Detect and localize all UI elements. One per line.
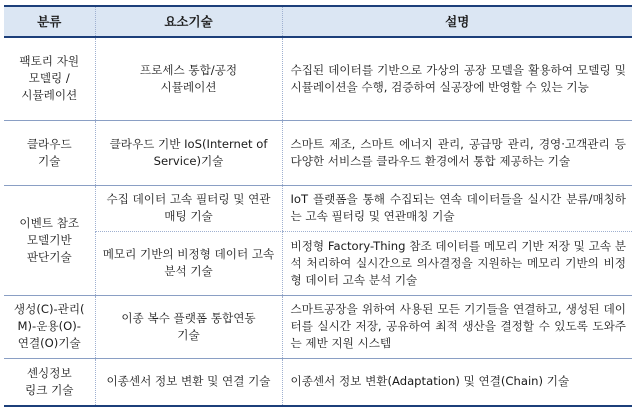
row-description: 이종센서 정보 변환(Adaptation) 및 연결(Chain) 기술 (282, 358, 632, 406)
row-category: 생성(C)-관리( M)-운용(O)- 연결(O)기술 (4, 295, 95, 358)
row-element: 수집 데이터 고속 필터링 및 연관매팅 기술 (95, 185, 282, 231)
table-row (4, 120, 632, 185)
header-element: 요소기술 (95, 6, 282, 37)
row-category: 이벤트 참조 모델기반 판단기술 (4, 185, 95, 295)
row-category: 센싱정보 링크 기술 (4, 358, 95, 406)
row-element: 이종 복수 플랫폼 통합연동 기술 (95, 295, 282, 358)
row-element: 클라우드 기반 IoS(Internet of Service)기술 (95, 120, 282, 185)
row-description: 스마트 제조, 스마트 에너지 관리, 공급망 관리, 경영·고객관리 등 다양한 서비스를 클라우드 환경에서 통합 제공하는 기술 (282, 120, 632, 185)
table-row (4, 358, 632, 406)
row-category: 클라우드 기술 (4, 120, 95, 185)
row-description: 스마트공장을 위하여 사용된 모든 기기들을 연결하고, 생성된 데이터를 실시간 저장, 공유하여 최적 생산을 결정할 수 있도록 도와주는 제반 지원 시스템 (282, 295, 632, 358)
table-header-row (4, 6, 632, 37)
row-element: 이종센서 정보 변환 및 연결 기술 (95, 358, 282, 406)
row-element: 메모리 기반의 비정형 데이터 고속 분석 기술 (95, 231, 282, 295)
row-description: IoT 플랫폼을 통해 수집되는 연속 데이터들을 실시간 분류/매칭하는 고속 필터링 및 연관매칭 기술 (282, 185, 632, 231)
header-description: 설명 (282, 6, 632, 37)
header-category: 분류 (4, 6, 95, 37)
table-row (4, 185, 632, 231)
table-row (4, 295, 632, 358)
row-description: 비정형 Factory-Thing 참조 데이터를 메모리 기반 저장 및 고속 분석 처리하여 실시간으로 의사결정을 지원하는 메모리 기반의 비정형 데이터 고속 분석 기술 (282, 231, 632, 295)
tech-table (4, 5, 632, 407)
table-row (4, 37, 632, 120)
row-category: 팩토리 자원 모델링 / 시뮬레이션 (4, 37, 95, 120)
row-description: 수집된 데이터를 기반으로 가상의 공장 모델을 활용하여 모델링 및 시뮬레이션을 수행, 검증하여 실공장에 반영할 수 있는 기능 (282, 37, 632, 120)
row-element: 프로세스 통합/공정 시뮬레이션 (95, 37, 282, 120)
table-row (4, 231, 632, 295)
